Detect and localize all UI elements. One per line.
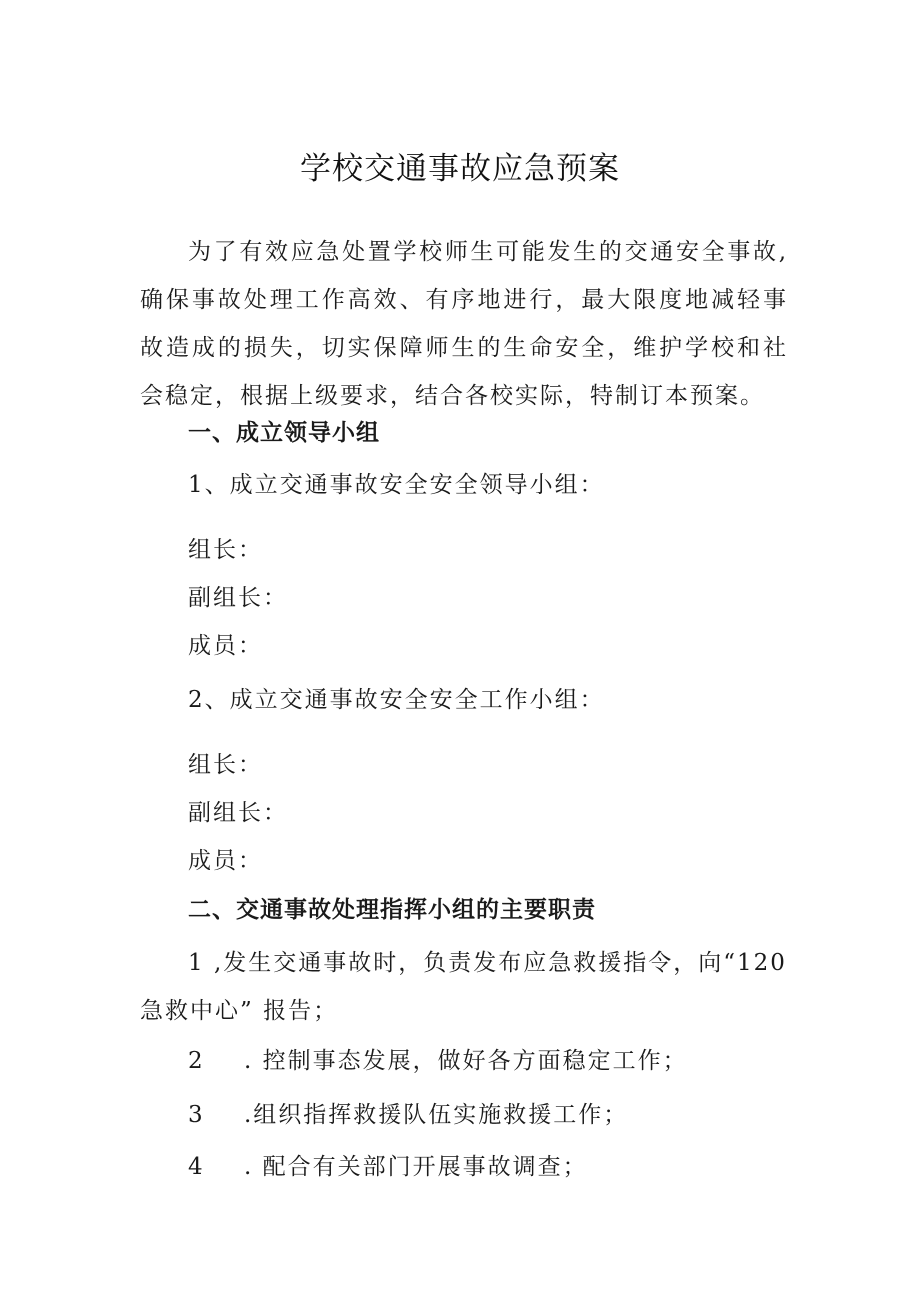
duty-item-4-text: . 配合有关部门开展事故调查； (244, 1154, 588, 1180)
group1-members: 成员： (188, 633, 263, 659)
section1-heading: 一、成立领导小组 (188, 420, 380, 446)
duty-item-2-text: . 控制事态发展，做好各方面稳定工作； (244, 1048, 688, 1074)
duty-item-3-text: .组织指挥救援队伍实施救援工作； (244, 1102, 629, 1128)
duty-item-2-number: 2 (188, 1048, 205, 1074)
duty-item-1: 1 ,发生交通事故时，负责发布应急救援指令，向“120急救中心” 报告； (140, 950, 787, 1024)
duty-item-3-number: 3 (188, 1102, 205, 1128)
duty-item-4-number: 4 (188, 1154, 205, 1180)
group2-deputy: 副组长： (188, 800, 288, 826)
group2-members: 成员： (188, 848, 263, 874)
duty-item-3 (188, 1100, 628, 1130)
group1-deputy: 副组长： (188, 585, 288, 611)
group1-title: 1、成立交通事故安全安全领导小组： (188, 472, 605, 498)
document-title: 学校交通事故应急预案 (300, 151, 620, 187)
duty-item-4 (188, 1152, 588, 1182)
section2-heading: 二、交通事故处理指挥小组的主要职责 (188, 897, 596, 923)
intro-paragraph: 为了有效应急处置学校师生可能发生的交通安全事故,确保事故处理工作高效、有序地进行，最大限度地减轻事故造成的损失，切实保障师生的生命安全，维护学校和社会稳定，根据上级要求，结合各校实际，特制订本预案。 (140, 239, 788, 409)
group2-title: 2、成立交通事故安全安全工作小组： (188, 687, 605, 713)
group2-leader: 组长： (188, 752, 263, 778)
duty-item-2 (188, 1046, 688, 1076)
group1-leader: 组长： (188, 537, 263, 563)
